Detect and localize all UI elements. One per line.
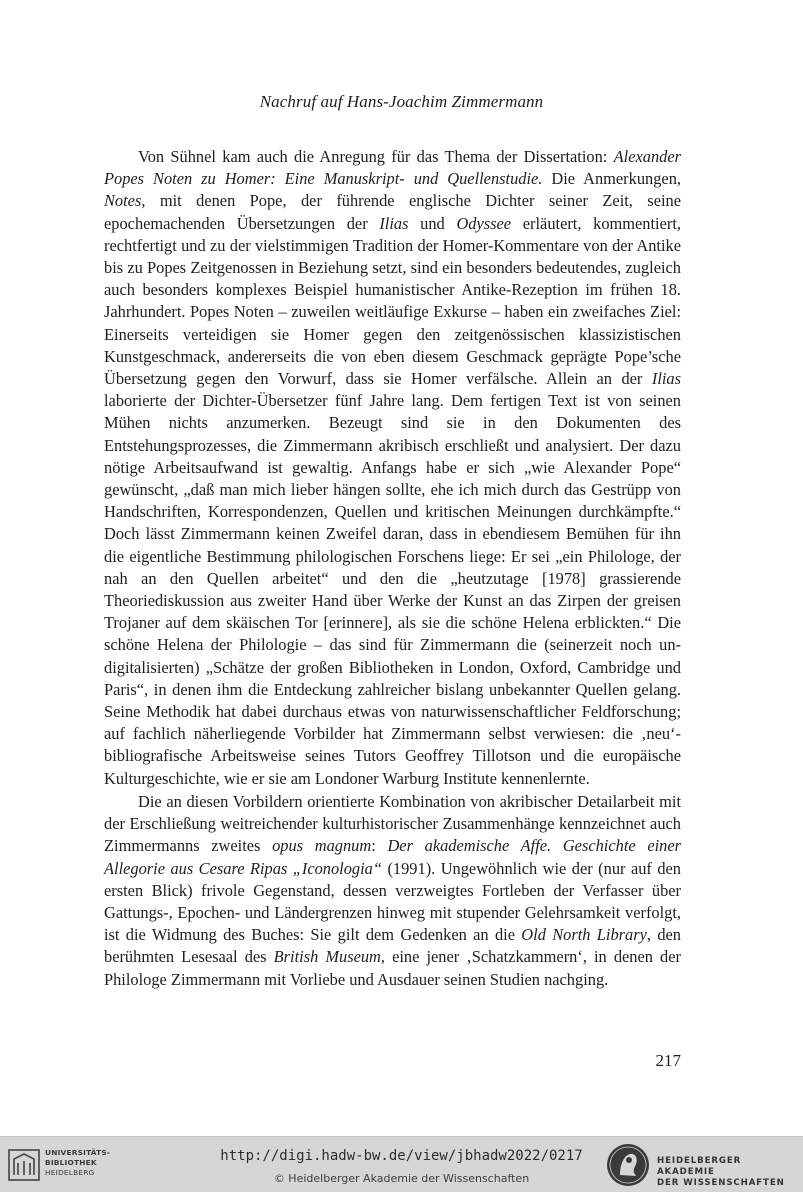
paragraph (104, 791, 681, 991)
copyright-notice: © Heidelberger Akademie der Wissenschaften (273, 1172, 530, 1185)
text-run: laborierte der Dichter-Übersetzer fünf Jahre lang. Dem fertigen Text ist von seinen Mühen nichts anzumerken. Bezeugt sind sie in den Dokumenten des Entstehungsprozesses, die Zimmermann akribisch erschließt und analysiert. Der dazu nötige Arbeitsaufwand ist gewaltig. Anfangs habe er sich „wie Alexander Pope“ gewünscht, „daß man mich lieber hängen sollte, ehe ich mich durch das Gestrüpp von Handschriften, Korrespondenzen, Quellen und kritischen Meinungen durchkämpfte.“ Doch lässt Zimmermann keinen Zweifel daran, dass in ebendiesem Bemühen für ihn die eigentliche Bestimmung philologischen Forschens liege: Er sei „ein Philologe, der nah an den Quellen arbeitet“ und den die „heutzutage [1978] grassierende Theoriediskussion aus zweiter Hand über Werke der Kunst an das Zirpen der greisen Trojaner auf dem skäischen Tor [erinnere], als sie die schöne Helena erblickten.“ Die schöne Helena der Philologie – das sind für Zimmermann die (seinerzeit noch un-digitalisierten) „Schätze der großen Bibliotheken in London, Oxford, Cambridge und Paris“, in denen ihm die Entdeckung zahlreicher bislang unbekannter Quellen gelang. Seine Methodik hat dabei durchaus etwas von naturwissenschaftlicher Feldforschung; auf fachlich näherliegende Vorbilder hat Zimmermann selbst verwiesen: die ‚neu‘-bibliografische Arbeitsweise seines Tutors Geoffrey Tillotson und die europäische Kulturgeschichte, wie er sie am Londoner Warburg Institute kennenlernte. (104, 391, 681, 788)
italic-run: Der akademische Affe. Geschichte einer Allegorie aus Cesare Ripas „Iconologia“ (104, 836, 681, 878)
text-run: , den berühmten Lesesaal des (104, 925, 681, 967)
italic-run: Ilias (379, 213, 409, 233)
italic-run: opus magnum (272, 836, 372, 856)
text-run: (1991). Ungewöhnlich wie der (nur auf den ersten Blick) frivole Gegenstand, dessen verzweigtes Fortleben der Verfasser über Gattungs-, Epochen- und Ländergrenzen hinweg mit stupender Gelehrsamkeit verfolgt, ist die Widmung des Buches: Sie gilt dem Gedenken an die (104, 858, 681, 945)
italic-run: British Museum (273, 947, 381, 967)
text-run: erläutert, kommentiert, rechtfertigt und zu der vielstimmigen Tradition der Homer-Kommentare von der Antike bis zu Popes Zeitgenossen in Beziehung setzt, sind ein besonders bedeutendes, zugleich auch besonders komplexes Beispiel humanistischer Antike-Rezeption im frühen 18. Jahrhundert. Popes Noten – zuweilen weitläufige Exkurse – haben ein zweifaches Ziel: Einerseits verteidigen sie Homer gegen den zeitgenössischen klassizistischen Kunstgeschmack, andererseits die von eben diesem Geschmack geprägte Pope’sche Übersetzung gegen den Vorwurf, dass sie Homer verfälsche. Allein an der (104, 213, 681, 389)
running-head: Nachruf auf Hans-Joachim Zimmermann (259, 92, 544, 111)
italic-run: Notes (104, 191, 142, 211)
text-run: Die an diesen Vorbildern orientierte Kombination von akribischer Detailarbeit mit der Erschließung weitreichender kulturhistorischer Zusammenhänge kennzeichnet auch Zimmermanns zweites (104, 791, 681, 856)
footer-bar (0, 1136, 803, 1192)
academy-name: HEIDELBERGER AKADEMIE DER WISSENSCHAFTEN (657, 1156, 785, 1188)
italic-run: Alexander Popes Noten zu Homer: Eine Manuskript- und Quellenstudie. (104, 147, 681, 189)
source-url-link[interactable]: http://digi.hadw-bw.de/view/jbhadw2022/0217 (220, 1148, 583, 1164)
academy-seal-icon (605, 1142, 651, 1188)
body-text (104, 146, 681, 991)
italic-run: Odyssee (456, 213, 512, 233)
text-run: und (408, 213, 457, 233)
italic-run: Ilias (651, 369, 681, 389)
italic-run: Old North Library (521, 925, 647, 945)
university-library-name: UNIVERSITÄTS- BIBLIOTHEK HEIDELBERG (45, 1148, 111, 1177)
paragraph (104, 146, 681, 790)
text-run: , eine jener ‚Schatzkammern‘, in denen der Philologe Zimmermann mit Vorliebe und Ausdauer seinen Studien nachging. (104, 947, 681, 989)
text-run: Die Anmerkungen, (542, 169, 681, 189)
academy-logo[interactable] (605, 1142, 795, 1188)
text-run: , mit denen Pope, der führende englische Dichter seiner Zeit, seine epochemachenden Übersetzungen der (104, 191, 681, 233)
text-run: : (371, 836, 388, 856)
text-run: Von Sühnel kam auch die Anregung für das Thema der Dissertation: (138, 147, 614, 166)
page-number: 217 (655, 1051, 681, 1070)
